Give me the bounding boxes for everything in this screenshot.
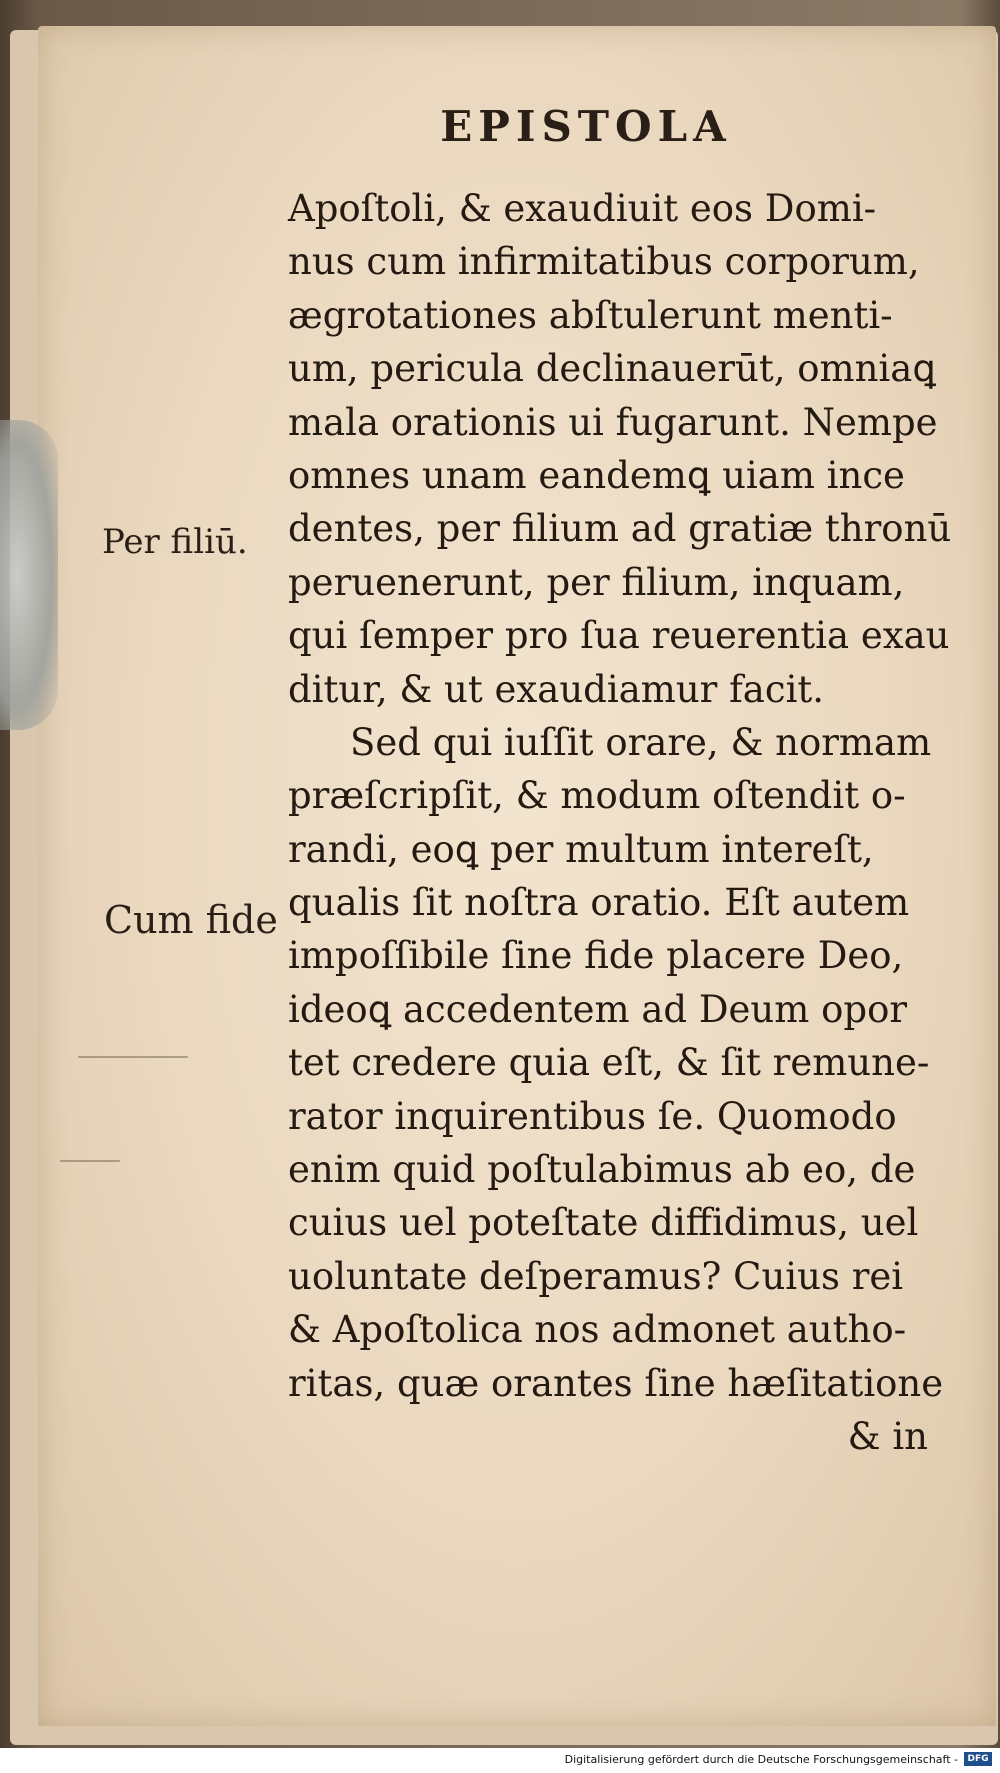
text-line: enim quid poſtulabimus ab eo, de [288,1148,916,1192]
text-line: qui ſemper pro ſua reuerentia exau [288,614,950,658]
text-line: rator inquirentibus ſe. Quomodo [288,1094,897,1138]
ink-smudge [60,1160,120,1162]
finger-shadow [0,420,58,730]
marginal-note: Per filiū. [102,522,248,562]
body-text [288,182,952,1463]
text-line: um, pericula declinauerūt, omniaꝗ [288,347,936,391]
text-line: cuius uel poteſtate diffidimus, uel [288,1201,919,1245]
text-line: peruenerunt, per filium, inquam, [288,560,905,604]
digitization-credit: Digitalisierung gefördert durch die Deutsche Forschungsgemeinschaft - [564,1753,958,1766]
text-line: Sed qui iuſſit orare, & normam [350,720,932,764]
text-line: præſcripſit, & modum oſtendit o- [288,774,906,818]
text-line: qualis ſit noſtra oratio. Eſt autem [288,881,910,925]
text-line: & Apoſtolica nos admonet autho- [288,1308,907,1352]
text-line: omnes unam eandemꝗ uiam ince [288,453,905,497]
text-line: randi, eoꝗ per multum intereſt, [288,827,874,871]
text-line: dentes, per filium ad gratiæ thronū [288,507,952,551]
dfg-logo: DFG [964,1752,992,1766]
text-line: ritas, quæ orantes ſine hæſitatione [288,1361,944,1405]
catchword: & in [847,1414,928,1458]
marginal-note: Cum fide [104,898,278,942]
text-line: nus cum infirmitatibus corporum, [288,240,920,284]
text-line: uoluntate deſperamus? Cuius rei [288,1254,904,1298]
text-line: impoſſibile ſine fide placere Deo, [288,934,904,978]
running-head: EPISTOLA [440,102,732,151]
text-line: ditur, & ut exaudiamur facit. [288,667,825,711]
text-line: mala orationis ui fugarunt. Nempe [288,400,938,444]
text-line: Apoſtoli, & exaudiuit eos Domi- [288,187,877,230]
text-line: ideoꝗ accedentem ad Deum opor [288,987,908,1031]
text-line: tet credere quia eſt, & ſit remune- [288,1041,930,1085]
ink-smudge [78,1056,188,1058]
text-line: ægrotationes abſtulerunt menti- [288,293,893,337]
